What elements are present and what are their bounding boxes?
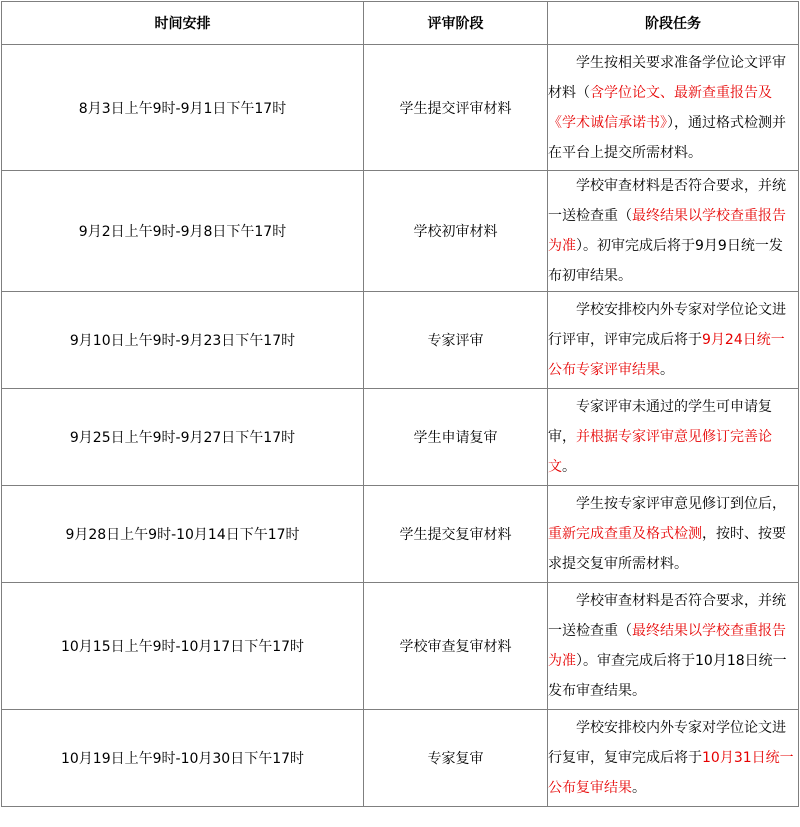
task-highlight-text: 并根据专家评审意见修订完善论文 — [548, 429, 772, 475]
table-row — [2, 583, 799, 710]
task-text: ，按时、按要求提交复审所需材料。 — [548, 526, 786, 572]
time-cell: 10月15日上午9时-10月17日下午17时 — [2, 583, 364, 710]
time-cell: 9月28日上午9时-10月14日下午17时 — [2, 486, 364, 583]
task-text: 学校审查材料是否符合要求，并统一送检查重（ — [548, 178, 786, 224]
task-cell — [548, 389, 799, 486]
task-cell — [548, 292, 799, 389]
schedule-table — [1, 1, 799, 807]
task-cell — [548, 710, 799, 807]
header-row — [2, 2, 799, 45]
task-text: 。 — [632, 780, 646, 796]
stage-cell: 学校初审材料 — [364, 171, 548, 292]
task-text: 。 — [660, 362, 674, 378]
task-cell — [548, 583, 799, 710]
stage-cell: 学生提交复审材料 — [364, 486, 548, 583]
task-text: 专家评审未通过的学生可申请复审， — [548, 399, 772, 445]
table-row — [2, 171, 799, 292]
task-cell — [548, 486, 799, 583]
time-cell: 9月2日上午9时-9月8日下午17时 — [2, 171, 364, 292]
time-cell: 9月10日上午9时-9月23日下午17时 — [2, 292, 364, 389]
time-cell: 8月3日上午9时-9月1日下午17时 — [2, 45, 364, 171]
task-text: 学生按相关要求准备学位论文评审材料（ — [548, 54, 786, 101]
task-text: ）。审查完成后将于10月18日统一发布审查结果。 — [548, 653, 787, 699]
time-cell: 10月19日上午9时-10月30日下午17时 — [2, 710, 364, 807]
table-row — [2, 710, 799, 807]
task-cell — [548, 45, 799, 171]
time-cell: 9月25日上午9时-9月27日下午17时 — [2, 389, 364, 486]
header-stage: 评审阶段 — [364, 2, 548, 45]
table-row — [2, 45, 799, 171]
stage-cell: 专家评审 — [364, 292, 548, 389]
task-highlight-text: 最终结果以学校查重报告为准 — [548, 208, 786, 254]
stage-cell: 专家复审 — [364, 710, 548, 807]
task-highlight-text: 含学位论文、最新查重报告及《学术诚信承诺书》 — [548, 84, 772, 131]
header-task: 阶段任务 — [548, 2, 799, 45]
table-row — [2, 292, 799, 389]
task-text: 学校安排校内外专家对学位论文进行评审，评审完成后将于 — [548, 302, 786, 348]
table-row — [2, 486, 799, 583]
task-cell — [548, 171, 799, 292]
stage-cell: 学生申请复审 — [364, 389, 548, 486]
task-text: ），通过格式检测并在平台上提交所需材料。 — [548, 114, 786, 161]
task-highlight-text: 最终结果以学校查重报告为准 — [548, 623, 786, 669]
task-highlight-text: 重新完成查重及格式检测 — [548, 526, 702, 542]
stage-cell: 学生提交评审材料 — [364, 45, 548, 171]
task-highlight-text: 9月24日统一公布专家评审结果 — [548, 332, 785, 378]
task-text: 。 — [562, 459, 576, 475]
table-row — [2, 389, 799, 486]
task-text: 学生按专家评审意见修订到位后， — [576, 496, 786, 512]
task-text: 学校审查材料是否符合要求，并统一送检查重（ — [548, 593, 786, 639]
task-text: ）。初审完成后将于9月9日统一发布初审结果。 — [548, 238, 783, 284]
task-text: 学校安排校内外专家对学位论文进行复审，复审完成后将于 — [548, 720, 786, 766]
stage-cell: 学校审查复审材料 — [364, 583, 548, 710]
task-highlight-text: 10月31日统一公布复审结果 — [548, 750, 794, 796]
header-time: 时间安排 — [2, 2, 364, 45]
